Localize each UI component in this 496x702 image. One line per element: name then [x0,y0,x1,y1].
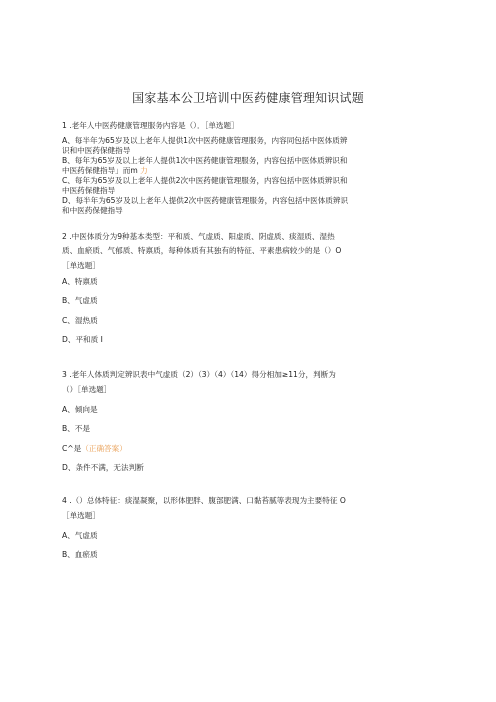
q2-option-d: D、平和质 I [62,335,103,344]
question-1-text: 1 .老年人中医药健康管理服务内容是（）．［单选题］ [62,121,239,130]
question-2-line1: 2 .中医体质分为9种基本类型：平和质、气虚质、阳虚质、阴虚质、痰湿质、湿热 [62,232,335,241]
q1-answer-mark: 力 [140,166,148,175]
q1-option-a-line2: 识和中医药保健指导 [62,146,131,155]
question-4-line2: ［单选题］ [62,511,100,520]
q1-option-d-line2: 和中医药保健指导 [62,206,123,215]
q3-option-d: D、条件不满，无法判断 [62,463,144,472]
q4-option-a: A、气虚质 [62,531,98,540]
question-2-line2: 质、血瘀质、气郁质、特禀质，每种体质有其独有的特征、平素患病较少的是（）O [62,246,342,255]
page-title: 国家基本公卫培训中医药健康管理知识试题 [132,91,364,105]
q4-option-b: B、血瘀质 [62,550,98,559]
q1-option-d-line1: D、每半年为65岁及以上老年人提供2次中医药健康管理服务，内容包括中医体质辨识 [62,196,349,205]
question-3-line2: （）［单选题］ [62,385,112,394]
q1-option-c-line2: 中医药保健指导 [62,186,116,195]
q1-option-b-line2-text: 中医药保健指导」而m [62,166,138,175]
q2-option-a: A、特禀质 [62,277,98,286]
question-4-line1: 4 .（）总体特征：痰湿凝聚，以形体肥胖、腹部肥满、口黏苔腻等表现为主要特征 O [62,496,346,505]
q3-option-a: A、倾向是 [62,405,98,414]
question-2-line3: ［单选题］ [62,261,100,270]
q2-option-b: B、气虚质 [62,296,98,305]
q2-option-c: C、湿热质 [62,316,98,325]
q1-option-c-line1: C、每年为65岁及以上老年人提供2次中医药健康管理服务，内容包括中医体质辨识和 [62,176,348,185]
q1-option-a-line1: A、每半年为65岁及以上老年人提供1次中医药健康管理服务，内容同包括中医体质辨 [62,136,348,145]
q1-option-b-line2 [62,166,434,176]
question-3-line1: 3 .老年人体质判定辨识表中气虚质（2）（3）（4）（14）得分相加≥11分，判断为 [62,370,336,379]
q1-option-b-line1: B、每年为65岁及以上老年人提供1次中医药健康管理服务，内容包括中医体质辨识和 [62,156,348,165]
correct-answer-label: （正确答案） [81,444,127,453]
q3-option-c [62,444,434,454]
q3-option-b: B、不是 [62,424,90,433]
q3-option-c-text: C^是 [62,444,82,453]
